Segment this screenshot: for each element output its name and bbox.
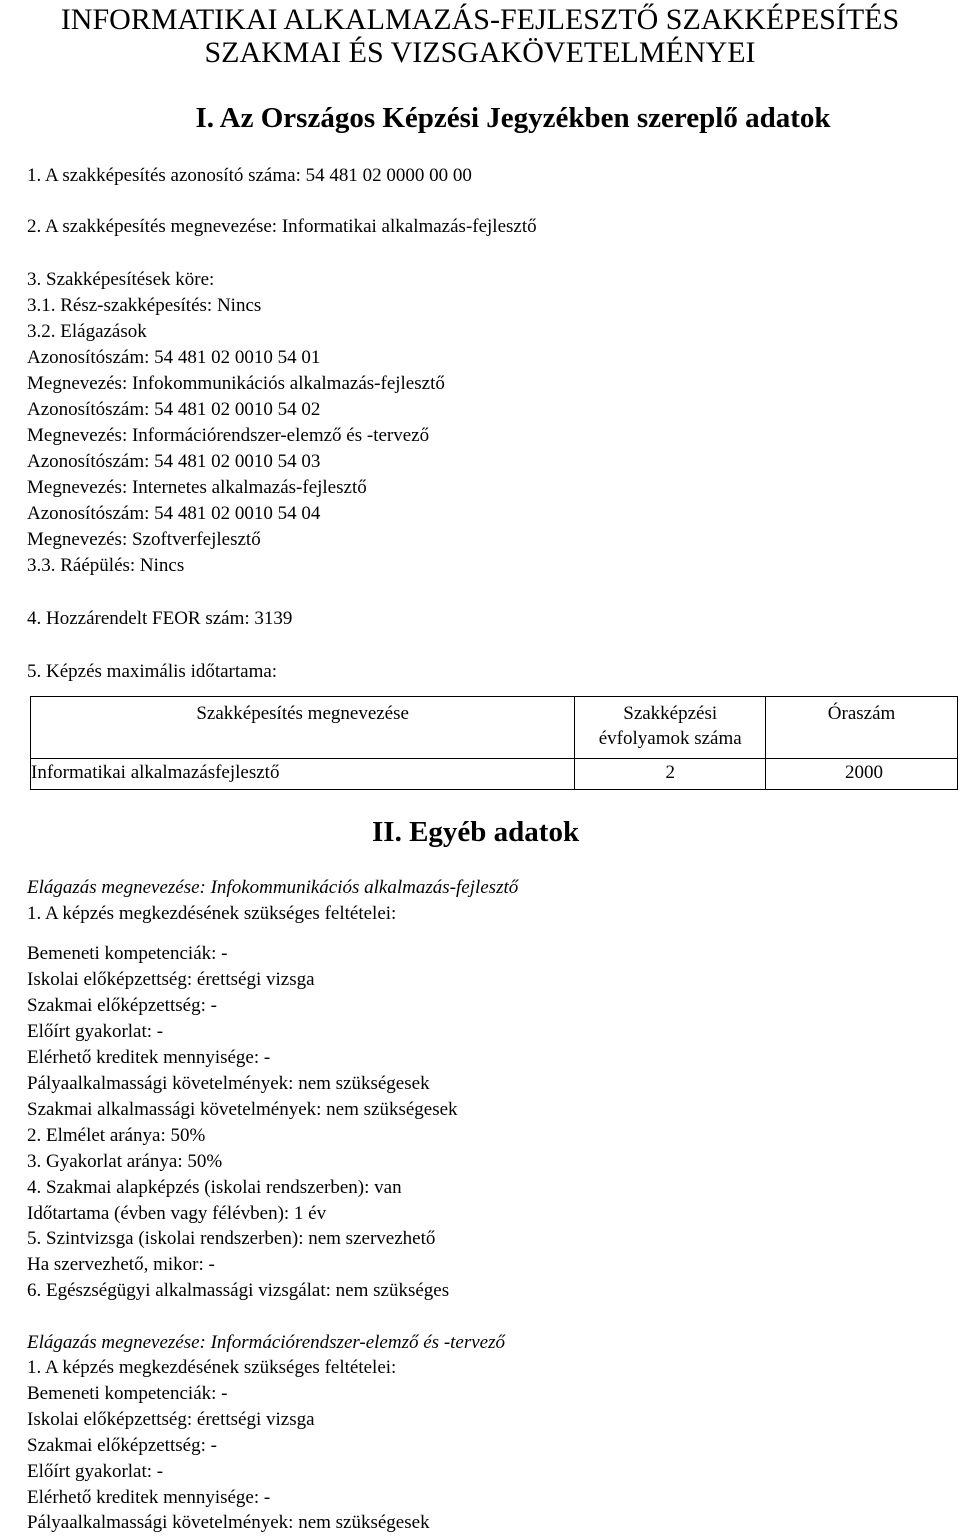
table-row [31, 759, 958, 790]
table-header-cell: Szakképzési évfolyamok száma [575, 697, 766, 759]
list-item: Pályaalkalmassági követelmények: nem szükségesek [27, 1073, 430, 1094]
table-cell: Informatikai alkalmazásfejlesztő [31, 759, 575, 790]
branch-id-line: Azonosítószám: 54 481 02 0010 54 01 [27, 347, 321, 368]
list-item: 3. Gyakorlat aránya: 50% [27, 1151, 223, 1172]
list-item: Szakmai előképzettség: - [27, 1435, 217, 1456]
megnevezes-line: 2. A szakképesítés megnevezése: Informatikai alkalmazás-fejlesztő [27, 216, 537, 237]
document-title [0, 3, 960, 69]
section-1-heading: I. Az Országos Képzési Jegyzékben szereplő adatok [195, 102, 831, 134]
kepzes-idotartam-line: 5. Képzés maximális időtartama: [27, 661, 278, 682]
list-item: Bemeneti kompetenciák: - [27, 943, 228, 964]
list-item: 1. A képzés megkezdésének szükséges feltételei: [27, 903, 397, 924]
list-item: 6. Egészségügyi alkalmassági vizsgálat: nem szükséges [27, 1280, 450, 1301]
table-cell: 2000 [766, 759, 958, 790]
list-item: Iskolai előképzettség: érettségi vizsga [27, 969, 315, 990]
branch-1-title: Elágazás megnevezése: Infokommunikációs alkalmazás-fejlesztő [27, 877, 519, 898]
list-item: Előírt gyakorlat: - [27, 1021, 164, 1042]
list-item: 1. A képzés megkezdésének szükséges feltételei: [27, 1357, 397, 1378]
branch-id-line: Azonosítószám: 54 481 02 0010 54 02 [27, 399, 321, 420]
list-item: Ha szervezhető, mikor: - [27, 1254, 215, 1275]
branch-2-title: Elágazás megnevezése: Információrendszer-elemző és -tervező [27, 1332, 506, 1353]
list-item: 4. Szakmai alapképzés (iskolai rendszerben): van [27, 1177, 402, 1198]
list-item: Szakmai előképzettség: - [27, 995, 217, 1016]
szakkepesitesek-kore-line: 3. Szakképesítések köre: [27, 269, 215, 290]
feor-line: 4. Hozzárendelt FEOR szám: 3139 [27, 608, 293, 629]
list-item: Bemeneti kompetenciák: - [27, 1383, 228, 1404]
azonosito-szam-line: 1. A szakképesítés azonosító száma: 54 481 02 0000 00 00 [27, 165, 472, 186]
list-item: Szakmai alkalmassági követelmények: nem szükségesek [27, 1099, 458, 1120]
document-title-line-2: SZAKMAI ÉS VIZSGAKÖVETELMÉNYEI [204, 36, 756, 69]
table-header-row [31, 697, 958, 759]
section-2-heading: II. Egyéb adatok [372, 816, 580, 848]
table-cell: 2 [575, 759, 766, 790]
document-title-line-1: INFORMATIKAI ALKALMAZÁS-FEJLESZTŐ SZAKKÉPESÍTÉS [60, 3, 900, 36]
list-item: Időtartama (évben vagy félévben): 1 év [27, 1203, 327, 1224]
branch-name-line: Megnevezés: Internetes alkalmazás-fejlesztő [27, 477, 367, 498]
branch-id-line: Azonosítószám: 54 481 02 0010 54 03 [27, 451, 321, 472]
list-item: Elérhető kreditek mennyisége: - [27, 1487, 271, 1508]
list-item: 5. Szintvizsga (iskolai rendszerben): nem szervezhető [27, 1228, 436, 1249]
list-item: Elérhető kreditek mennyisége: - [27, 1047, 271, 1068]
list-item: Pályaalkalmassági követelmények: nem szükségesek [27, 1512, 430, 1533]
list-item: Előírt gyakorlat: - [27, 1461, 164, 1482]
table-header-cell: Óraszám [766, 697, 958, 759]
duration-table [30, 696, 958, 790]
resz-szakkepesites-line: 3.1. Rész-szakképesítés: Nincs [27, 295, 262, 316]
branch-name-line: Megnevezés: Szoftverfejlesztő [27, 529, 261, 550]
branch-name-line: Megnevezés: Információrendszer-elemző és -tervező [27, 425, 430, 446]
list-item: 2. Elmélet aránya: 50% [27, 1125, 206, 1146]
raepules-line: 3.3. Ráépülés: Nincs [27, 555, 185, 576]
list-item: Iskolai előképzettség: érettségi vizsga [27, 1409, 315, 1430]
branch-name-line: Megnevezés: Infokommunikációs alkalmazás-fejlesztő [27, 373, 445, 394]
branch-id-line: Azonosítószám: 54 481 02 0010 54 04 [27, 503, 321, 524]
elagazasok-line: 3.2. Elágazások [27, 321, 147, 342]
table-header-cell: Szakképesítés megnevezése [31, 697, 575, 759]
